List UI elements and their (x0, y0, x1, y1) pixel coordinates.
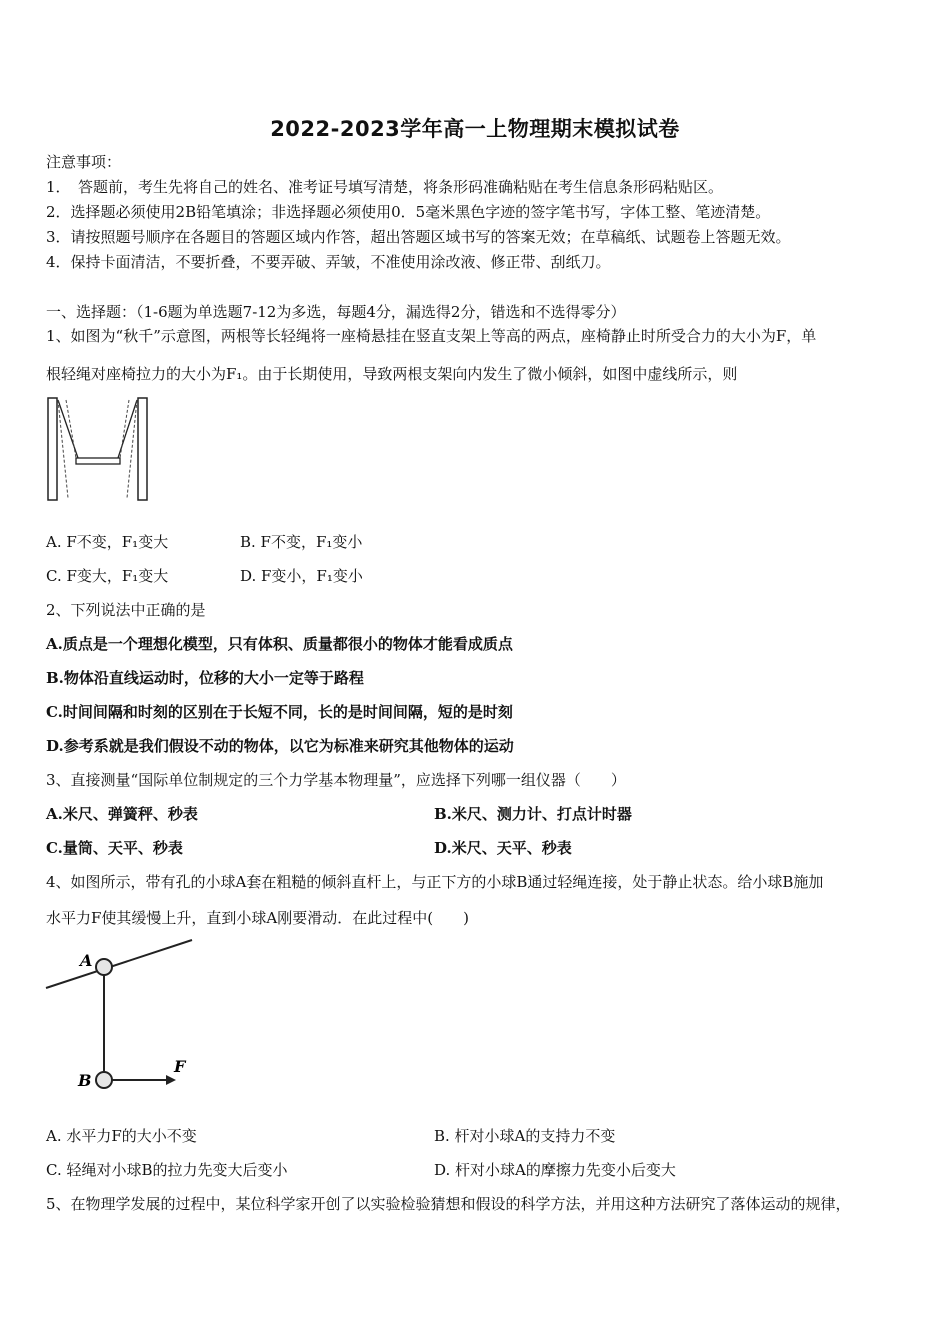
q5-stem-line1: 5、在物理学发展的过程中，某位科学家开创了以实验检验猜想和假设的科学方法，并用这种方法研究了落体运动的规律， (46, 1195, 851, 1213)
q4-option-c: C. 轻绳对小球B的拉力先变大后变小 (46, 1161, 288, 1179)
q3-option-c: C.量筒、天平、秒表 (46, 839, 183, 857)
notice-item-2: 2．选择题必须使用2B铅笔填涂；非选择题必须使用0．5毫米黑色字迹的签字笔书写，字体工整、笔迹清楚。 (46, 203, 771, 221)
rod-ball-figure (44, 936, 204, 1096)
right-rope (118, 400, 137, 458)
q3-option-b: B.米尺、测力计、打点计时器 (434, 805, 632, 823)
inclined-rod (46, 940, 192, 988)
label-f: F (174, 1057, 186, 1076)
q2-stem: 2、下列说法中正确的是 (46, 601, 206, 619)
section-heading: 一、选择题：（1-6题为单选题7-12为多选，每题4分，漏选得2分，错选和不选得零分） (46, 303, 626, 321)
notice-heading: 注意事项： (46, 153, 122, 171)
q1-stem-line1: 1、如图为“秋千”示意图，两根等长轻绳将一座椅悬挂在竖直支架上等高的两点，座椅静止时所受合力的大小为F，单 (46, 327, 817, 345)
q4-option-b: B. 杆对小球A的支持力不变 (434, 1127, 616, 1145)
notice-item-1: 1． 答题前，考生先将自己的姓名、准考证号填写清楚，将条形码准确粘贴在考生信息条形码粘贴区。 (46, 178, 724, 196)
right-support (138, 398, 147, 500)
notice-item-4: 4．保持卡面清洁，不要折叠，不要弄破、弄皱，不准使用涂改液、修正带、刮纸刀。 (46, 253, 611, 271)
q1-stem-line2: 根轻绳对座椅拉力的大小为F₁。由于长期使用，导致两根支架向内发生了微小倾斜，如图中虚线所示，则 (46, 365, 738, 383)
label-a: A (80, 951, 93, 970)
q4-option-a: A. 水平力F的大小不变 (46, 1127, 197, 1145)
ball-a (96, 959, 112, 975)
left-support (48, 398, 57, 500)
q4-option-d: D. 杆对小球A的摩擦力先变小后变大 (434, 1161, 676, 1179)
force-arrowhead (166, 1075, 176, 1085)
q3-stem: 3、直接测量“国际单位制规定的三个力学基本物理量”，应选择下列哪一组仪器（ ） (46, 771, 626, 789)
q1-option-d: D. F变小，F₁变小 (240, 567, 363, 585)
swing-figure (46, 396, 150, 502)
seat (76, 458, 120, 464)
q3-option-d: D.米尺、天平、秒表 (434, 839, 572, 857)
q1-option-b: B. F不变，F₁变小 (240, 533, 363, 551)
q1-option-c: C. F变大，F₁变大 (46, 567, 169, 585)
q3-option-a: A.米尺、弹簧秤、秒表 (46, 805, 198, 823)
q4-stem-line1: 4、如图所示，带有孔的小球A套在粗糙的倾斜直杆上，与正下方的小球B通过轻绳连接，处于静止状态。给小球B施加 (46, 873, 824, 891)
q2-option-c: C.时间间隔和时刻的区别在于长短不同，长的是时间间隔，短的是时刻 (46, 703, 513, 721)
exam-title: 2022-2023学年高一上物理期末模拟试卷 (270, 117, 680, 141)
q2-option-d: D.参考系就是我们假设不动的物体，以它为标准来研究其他物体的运动 (46, 737, 514, 755)
q2-option-b: B.物体沿直线运动时，位移的大小一定等于路程 (46, 669, 364, 687)
q4-stem-line2: 水平力F使其缓慢上升，直到小球A刚要滑动．在此过程中( ) (46, 909, 469, 927)
label-b: B (78, 1071, 92, 1090)
ball-b (96, 1072, 112, 1088)
q1-option-a: A. F不变，F₁变大 (46, 533, 169, 551)
q2-option-a: A.质点是一个理想化模型，只有体积、质量都很小的物体才能看成质点 (46, 635, 513, 653)
notice-item-3: 3．请按照题号顺序在各题目的答题区域内作答，超出答题区域书写的答案无效；在草稿纸、试题卷上答题无效。 (46, 228, 791, 246)
